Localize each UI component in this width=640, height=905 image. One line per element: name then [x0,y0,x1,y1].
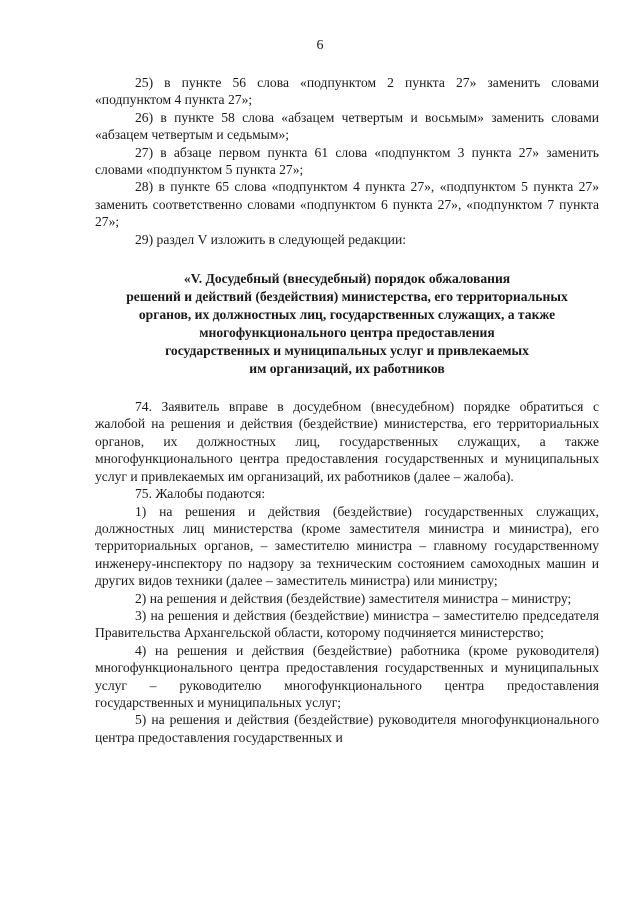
section-title-line: многофункционального центра предоставления [199,325,495,341]
subitem-1: 1) на решения и действия (бездействие) государственных служащих, должностных лиц министерства (кроме заместителя министра и министра), его территориальных органов, – заместителю министра – главному государственному инженеру-инспектору по надзору за техническим состоянием самоходных машин и других видов техники (далее – заместитель министра) или министру; [95,503,599,589]
section-title-line: «V. Досудебный (внесудебный) порядок обжалования [183,271,511,287]
section-title-line: им организаций, их работников [249,361,445,377]
paragraph-item-29: 29) раздел V изложить в следующей редакции: [135,231,407,247]
paragraph-item-25: 25) в пункте 56 слова «подпунктом 2 пункта 27» заменить словами «подпунктом 4 пункта 27»; [95,75,599,108]
subitem-4: 4) на решения и действия (бездействие) работника (кроме руководителя) многофункционального центра предоставления государственных и муниципальных услуг – руководителю многофункционального центра предоставления государственных и муниципальных услуг; [95,642,599,710]
paragraph-item-27: 27) в абзаце первом пункта 61 слова «подпунктом 3 пункта 27» заменить словами «подпунктом 5 пункта 27»; [95,144,599,178]
section-title-line: органов, их должностных лиц, государственных служащих, а также [138,307,556,323]
page-number: 6 [316,38,324,53]
paragraph-74: 74. Заявитель вправе в досудебном (внесудебном) порядке обратиться с жалобой на решения и действия (бездействие) министерства, его территориальных органов, их должностных лиц, государственных служащих, а также многофункционального центра предоставления государственных и муниципальных услуг и привлекаемых им организаций, их работников (далее – жалоба). [95,399,599,484]
paragraph-item-28: 28) в пункте 65 слова «подпунктом 4 пункта 27», «подпунктом 5 пункта 27» заменить соответственно словами «подпунктом 6 пункта 27», «подпунктом 7 пункта 27»; [95,179,599,230]
section-title-line: решений и действий (бездействия) министерства, его территориальных [126,289,568,305]
section-title [95,270,599,378]
section-title-line: государственных и муниципальных услуг и привлекаемых [165,343,529,359]
subitem-5: 5) на решения и действия (бездействие) руководителя многофункционального центра предоставления государственных и [95,712,599,745]
document-body [95,74,599,746]
subitem-2: 2) на решения и действия (бездействие) заместителя министра – министру; [135,590,572,606]
paragraph-item-26: 26) в пункте 58 слова «абзацем четвертым и восьмым» заменить словами «абзацем четвертым и седьмым»; [95,109,599,143]
subitem-3: 3) на решения и действия (бездействие) министра – заместителю председателя Правительства Архангельской области, которому подчиняется министерство; [95,607,599,641]
paragraph-75: 75. Жалобы подаются: [135,486,266,502]
